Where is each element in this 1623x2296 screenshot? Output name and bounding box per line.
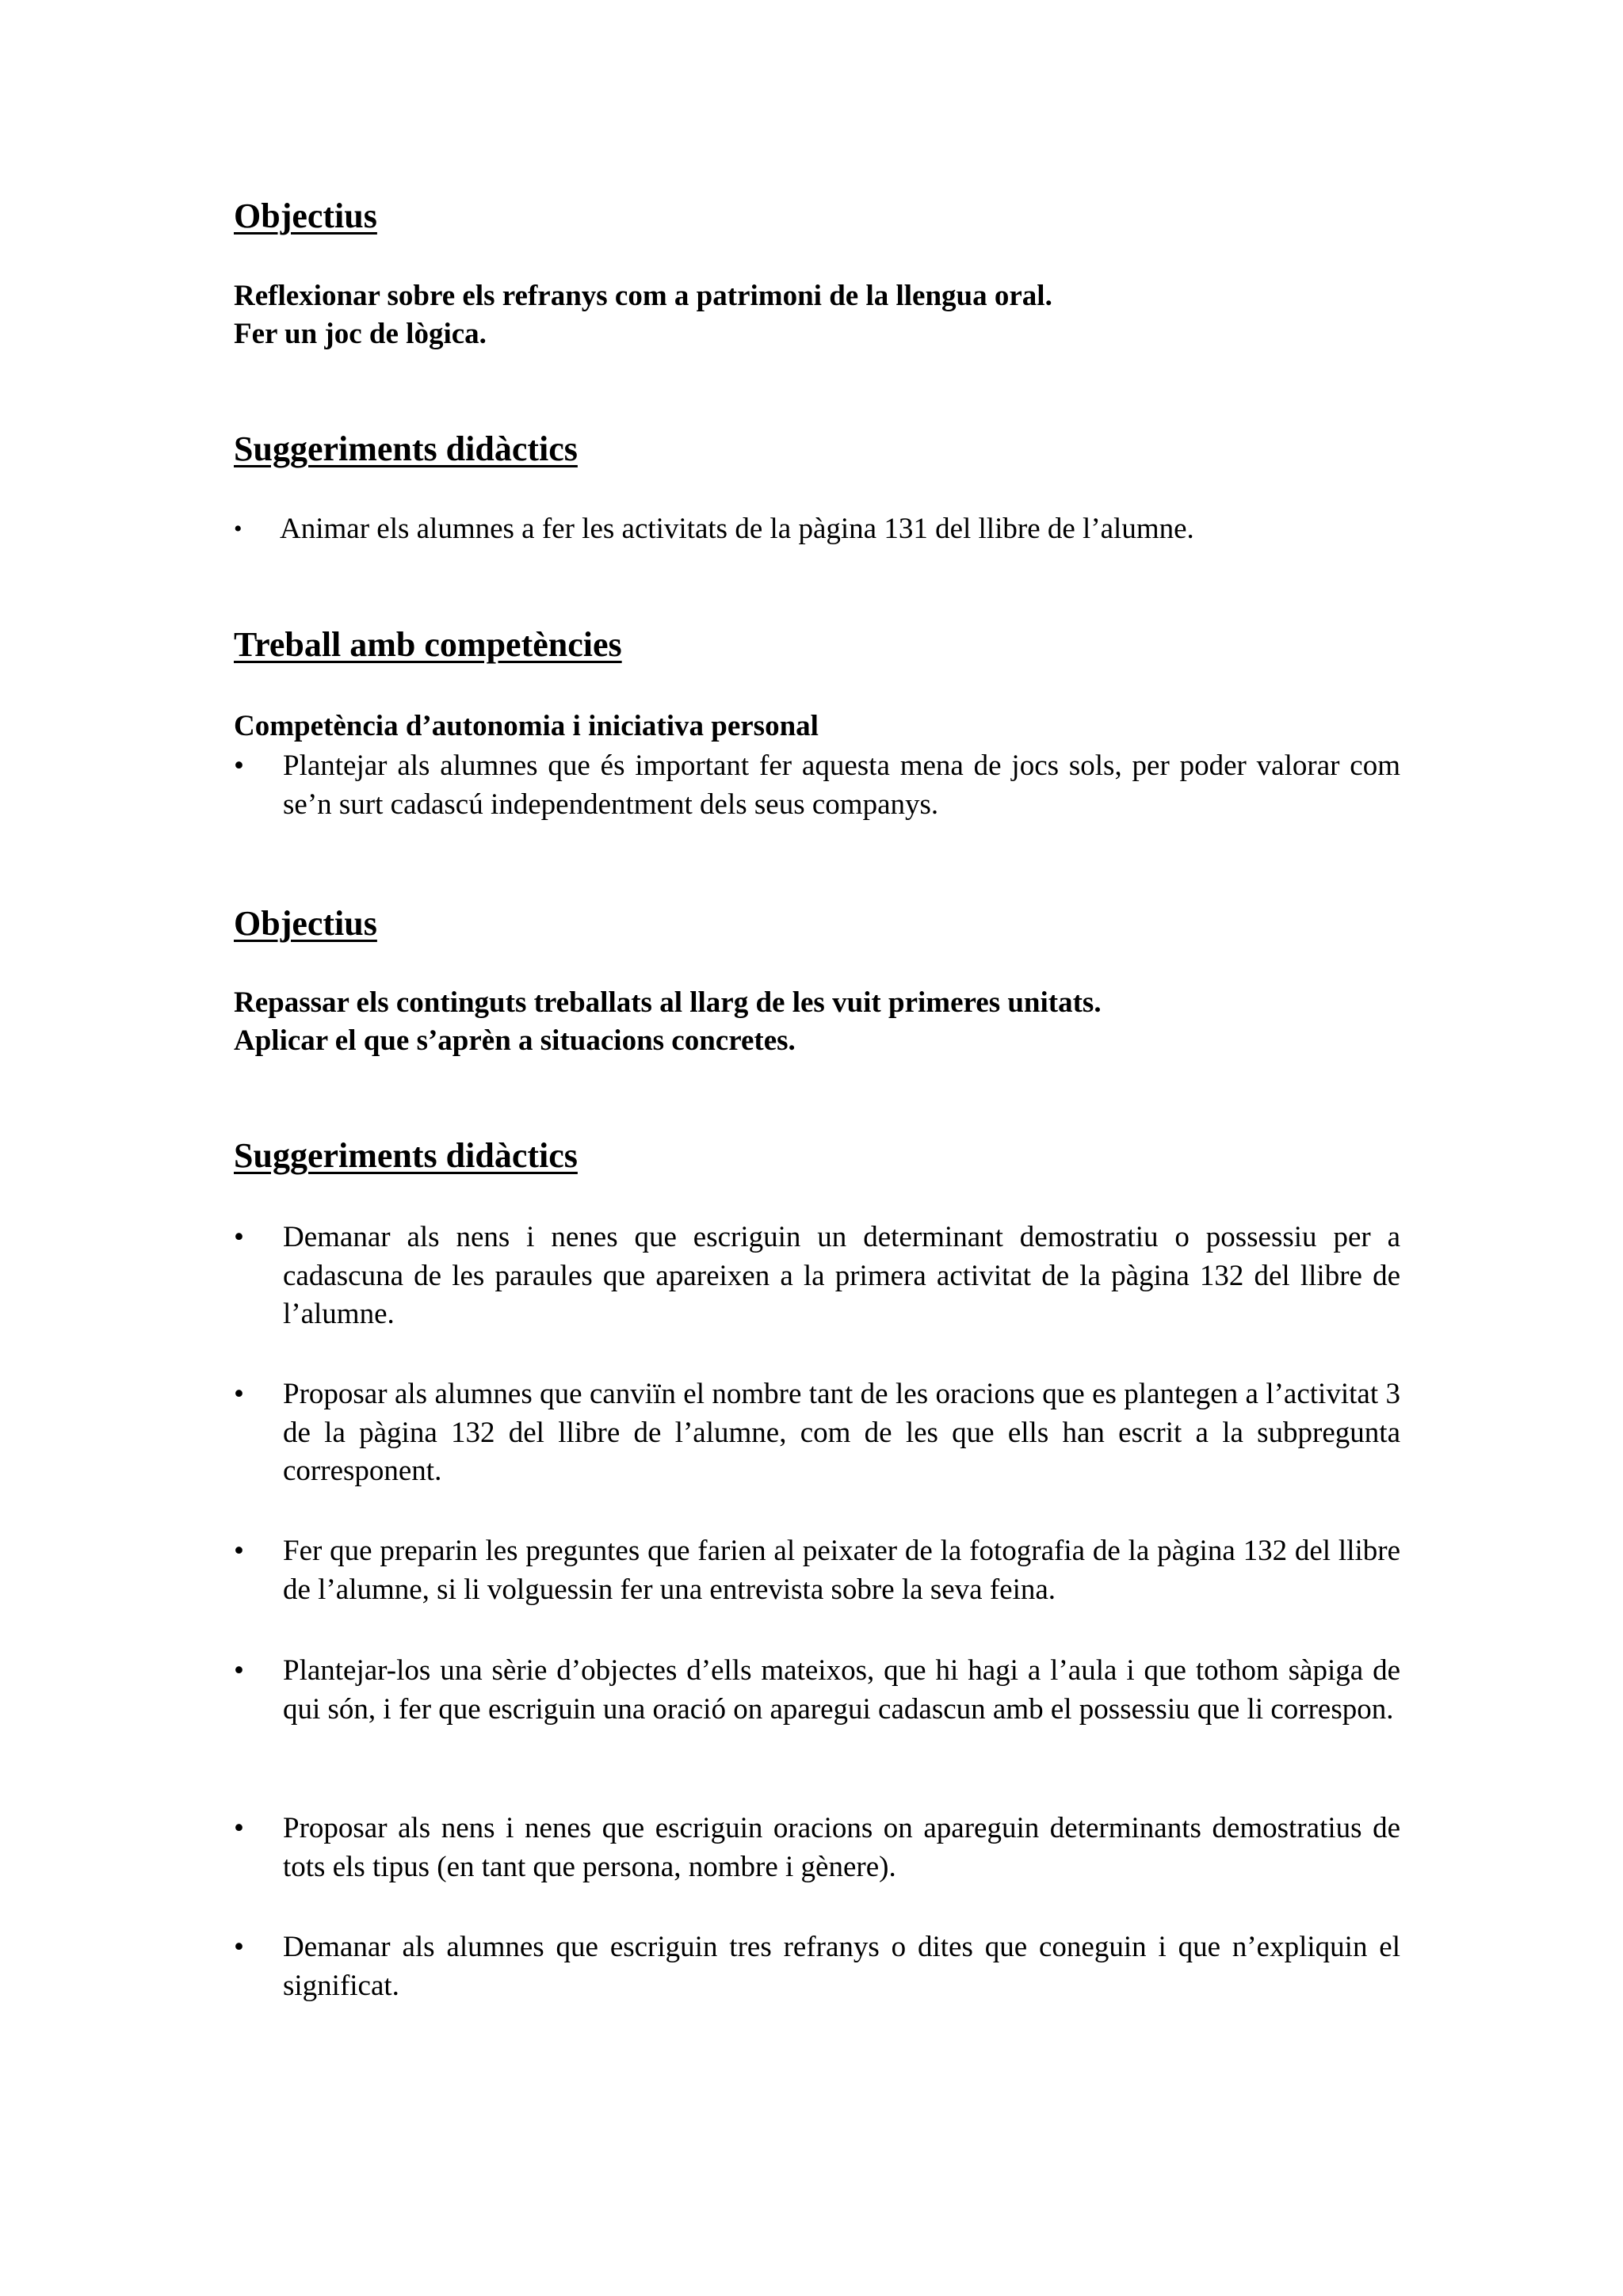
bullet-icon: • — [234, 1654, 244, 1687]
bullet-icon: • — [234, 1931, 244, 1963]
list-item-text: Proposar als nens i nenes que escriguin oracions on apareguin determinants demostratius de tots els tipus (en tant que persona, nombre i gènere). — [283, 1812, 1400, 1883]
heading-objectius-2: Objectius — [234, 904, 377, 943]
list-item — [234, 1652, 1400, 1729]
objective-line: Repassar els continguts treballats al llarg de les vuit primeres unitats. — [234, 986, 1102, 1019]
bullet-icon: • — [234, 1812, 244, 1844]
bullet-icon: • — [234, 1221, 244, 1253]
heading-objectius-1: Objectius — [234, 196, 377, 235]
objective-line: Fer un joc de lògica. — [234, 318, 487, 350]
list-item — [234, 1219, 1400, 1334]
list-item-text: Animar els alumnes a fer les activitats de la pàgina 131 del llibre de l’alumne. — [280, 513, 1194, 545]
list-item — [234, 1375, 1400, 1491]
competence-subheading: Competència d’autonomia i iniciativa personal — [234, 710, 819, 742]
bullet-icon: • — [234, 516, 242, 542]
list-item — [234, 1928, 1400, 2005]
list-item — [234, 510, 1400, 549]
bullet-icon: • — [234, 1535, 244, 1567]
heading-suggeriments-1: Suggeriments didàctics — [234, 429, 578, 468]
heading-suggeriments-2: Suggeriments didàctics — [234, 1136, 578, 1175]
list-item-text: Demanar als nens i nenes que escriguin un determinant demostratiu o possessiu per a cadascuna de les paraules que apareixen a la primera activitat de la pàgina 132 del llibre de l’alumne. — [283, 1221, 1400, 1330]
list-item — [234, 1810, 1400, 1886]
heading-treball-competencies: Treball amb competències — [234, 625, 622, 664]
list-item — [234, 747, 1400, 824]
list-item-text: Plantejar-los una sèrie d’objectes d’ells mateixos, que hi hagi a l’aula i que tothom sàpiga de qui són, i fer que escriguin una oració on aparegui cadascun amb el possessiu que li correspon. — [283, 1654, 1400, 1726]
list-item-text: Proposar als alumnes que canviïn el nombre tant de les oracions que es plantegen a l’activitat 3 de la pàgina 132 del llibre de l’alumne, com de les que ells han escrit a la subpregunta corresponent. — [283, 1378, 1400, 1487]
bullet-icon: • — [234, 749, 244, 782]
list-item-text: Plantejar als alumnes que és important fer aquesta mena de jocs sols, per poder valorar com se’n surt cadascú independentment dels seus companys. — [283, 749, 1400, 821]
objective-line: Aplicar el que s’aprèn a situacions concretes. — [234, 1024, 796, 1057]
bullet-icon: • — [234, 1378, 244, 1410]
list-item-text: Fer que preparin les preguntes que farien al peixater de la fotografia de la pàgina 132 del llibre de l’alumne, si li volguessin fer una entrevista sobre la seva feina. — [283, 1535, 1400, 1606]
list-item-text: Demanar als alumnes que escriguin tres refranys o dites que coneguin i que n’expliquin el significat. — [283, 1931, 1400, 2002]
list-item — [234, 1532, 1400, 1609]
objective-line: Reflexionar sobre els refranys com a patrimoni de la llengua oral. — [234, 280, 1052, 312]
